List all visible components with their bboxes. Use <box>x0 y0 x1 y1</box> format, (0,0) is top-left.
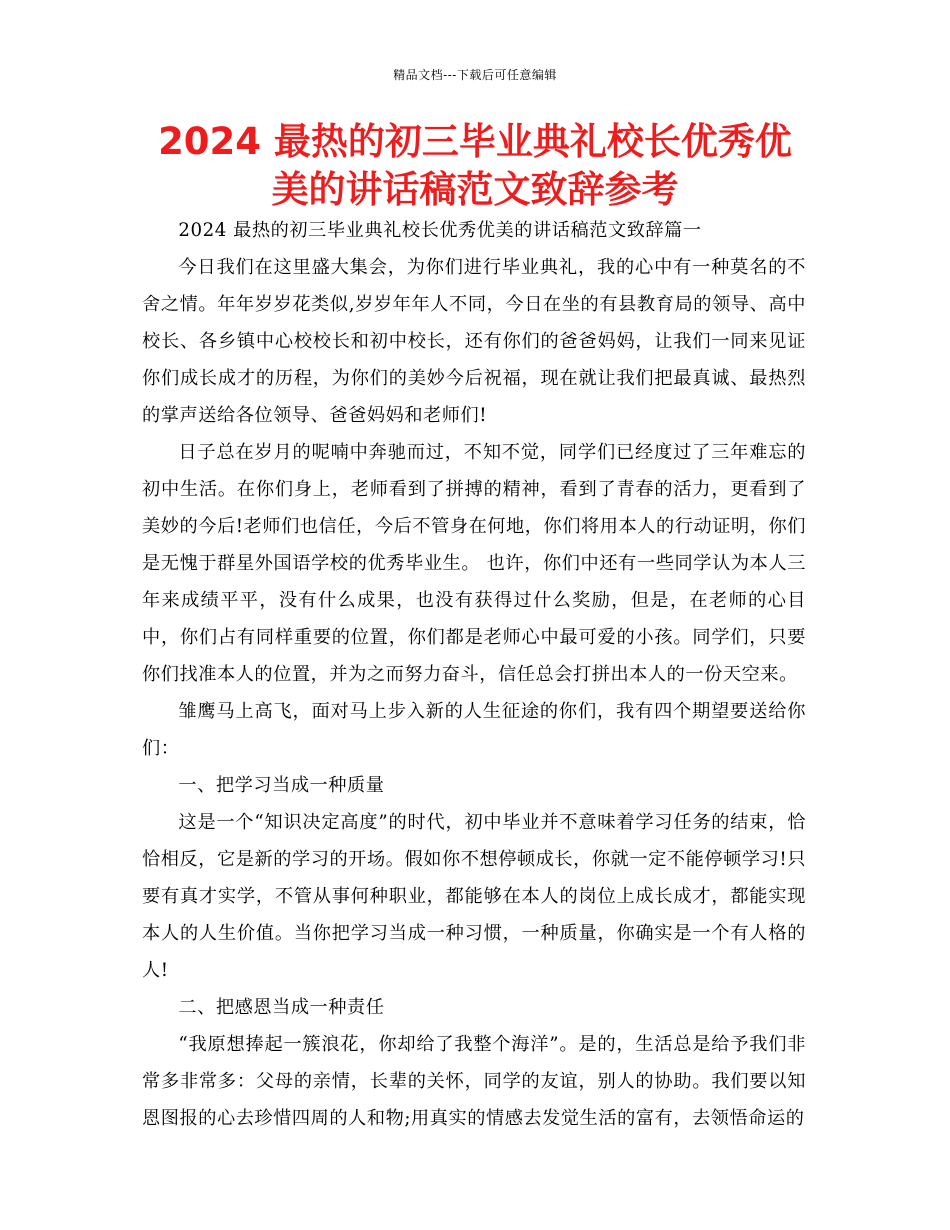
list-heading: 二、把感恩当成一种责任 <box>178 997 385 1018</box>
document-title: 2024 最热的初三毕业典礼校长优秀优美的讲话稿范文致辞参考 <box>158 120 792 211</box>
list-heading: 一、把学习当成一种质量 <box>178 775 385 796</box>
header-note: 精品文档---下载后可任意编辑 <box>393 68 557 82</box>
body-paragraph: 今日我们在这里盛大集会，为你们进行毕业典礼，我的心中有一种莫名的不舍之情。年年岁岁花类似,岁岁年年人不同，今日在坐的有县教育局的领导、高中校长、各乡镇中心校校长和初中校长，还有你们的爸爸妈妈，让我们一同来见证你们成长成才的历程，为你们的美妙今后祝福，现在就让我们把最真诚、最热烈的掌声送给各位领导、爸爸妈妈和老师们! <box>142 257 806 426</box>
body-paragraph: “我原想捧起一簇浪花，你却给了我整个海洋”。是的，生活总是给予我们非常多非常多：父母的亲情，长辈的关怀，同学的友谊，别人的协助。我们要以知恩图报的心去珍惜四周的人和物;用真实的情感去发觉生活的富有，去领悟命运的 <box>142 1034 806 1129</box>
document-body <box>142 212 806 1137</box>
body-paragraph: 雏鹰马上高飞，面对马上步入新的人生征途的你们，我有四个期望要送给你们： <box>142 701 806 759</box>
body-paragraph: 这是一个“知识决定高度”的时代，初中毕业并不意味着学习任务的结束，恰恰相反，它是新的学习的开场。假如你不想停顿成长，你就一定不能停顿学习!只要有真才实学，不管从事何种职业，都能够在本人的岗位上成长成才，都能实现本人的人生价值。当你把学习当成一种习惯，一种质量，你确实是一个有人格的人! <box>142 812 806 981</box>
section-heading: 2024 最热的初三毕业典礼校长优秀优美的讲话稿范文致辞篇一 <box>178 220 702 241</box>
body-paragraph: 日子总在岁月的呢喃中奔驰而过，不知不觉，同学们已经度过了三年难忘的初中生活。在你们身上，老师看到了拼搏的精神，看到了青春的活力，更看到了美妙的今后!老师们也信任，今后不管身在何地，你们将用本人的行动证明，你们是无愧于群星外国语学校的优秀毕业生。 也许，你们中还有一些同学认为本人三年来成绩平平，没有什么成果，也没有获得过什么奖励，但是，在老师的心目中，你们占有同样重要的位置，你们都是老师心中最可爱的小孩。同学们，只要你们找准本人的位置，并为之而努力奋斗，信任总会打拼出本人的一份天空来。 <box>142 442 806 685</box>
